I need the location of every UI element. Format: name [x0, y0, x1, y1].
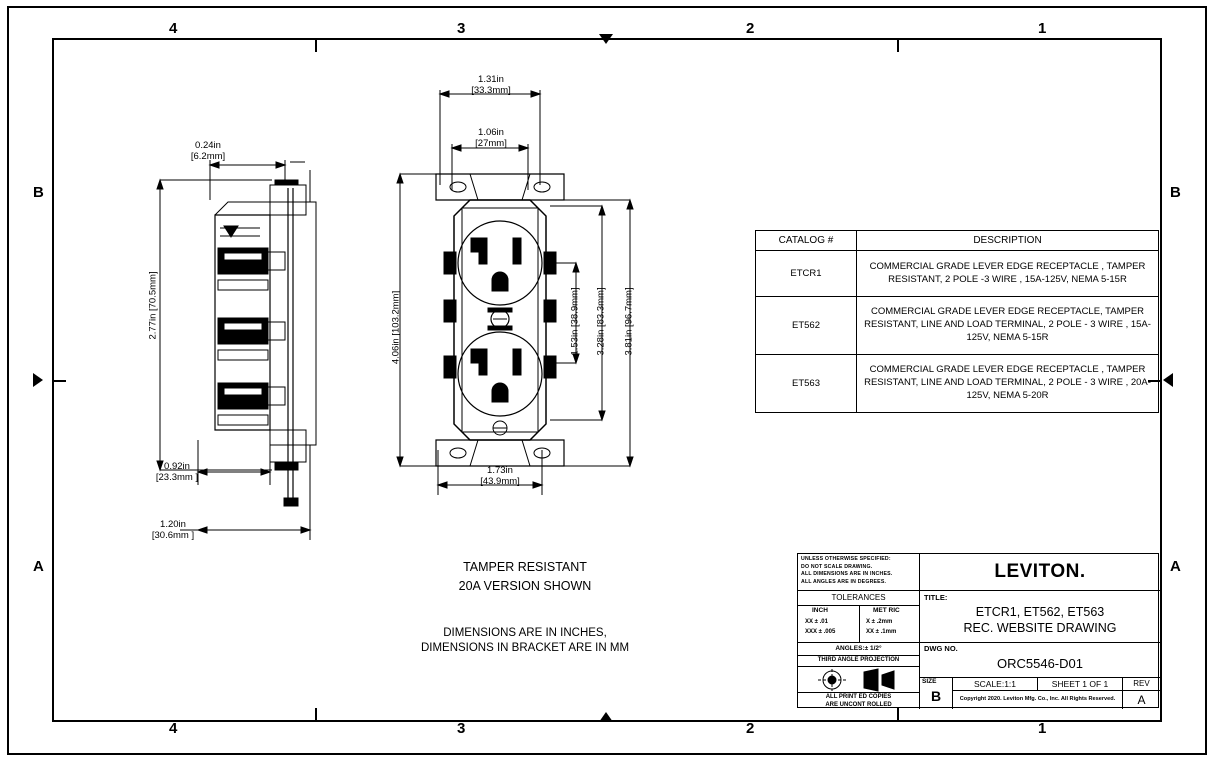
table-row: [756, 297, 1159, 355]
title-label: TITLE:: [924, 593, 948, 602]
note-units-2: DIMENSIONS IN BRACKET ARE IN MM: [420, 642, 630, 654]
tolerance-inch-label: INCH: [812, 607, 828, 614]
tolerances-label: TOLERANCES: [798, 591, 920, 606]
drawing-title: [920, 591, 1160, 643]
dim-front-3-81: 3.81in [96.7mm]: [623, 287, 635, 356]
sheet-size-field: [920, 678, 953, 709]
sheet-field: SHEET 1 OF 1: [1038, 678, 1123, 691]
zone-tick-bottom-1: [315, 708, 317, 722]
dim-front-1-06: 1.06in [27mm]: [475, 127, 507, 149]
catalog-number: ET562: [756, 297, 857, 355]
dim-front-4-06: 4.06in [103.2mm]: [390, 290, 402, 365]
zone-tick-bottom-2: [897, 708, 899, 722]
side-view-dimensions: [120, 140, 380, 560]
dim-side-0-92: 0.92in [23.3mm ]: [155, 461, 199, 483]
scale-field: SCALE:1:1: [953, 678, 1038, 691]
brand-name: LEVITON.: [994, 561, 1086, 582]
dim-front-1-73: 1.73in [43.9mm]: [480, 465, 520, 487]
dim-front-1-53: 1.53in [38.9mm]: [569, 287, 581, 356]
zone-label-right-b: B: [1170, 184, 1181, 201]
zone-label-bottom-3: 3: [457, 720, 466, 737]
catalog-description: COMMERCIAL GRADE LEVER EDGE RECEPTACLE , TAMPER RESISTANT, LINE AND LOAD TERMINAL, 2 POLE - 3 WIRE , 20A-125V, NEMA 5-20R: [857, 355, 1159, 413]
note-units-1: DIMENSIONS ARE IN INCHES,: [443, 627, 607, 639]
zone-tick-top-2: [897, 38, 899, 52]
zone-label-top-4: 4: [169, 20, 178, 37]
angle-tolerance: ANGLES:± 1/2°: [798, 643, 920, 656]
size-value: B: [930, 688, 942, 704]
rev-label: REV: [1123, 678, 1160, 691]
dim-side-2-77: 2.77in [70.5mm]: [147, 271, 159, 340]
table-row: [756, 251, 1159, 297]
drawing-number-field: [920, 643, 1160, 678]
center-mark-right-icon: [1163, 373, 1173, 387]
zone-label-left-a: A: [33, 558, 44, 575]
leviton-logo: [920, 554, 1160, 591]
tolerance-inch-xxx: XXX ± .005: [805, 629, 836, 635]
tolerance-divider: [859, 606, 860, 643]
dim-side-0-24: 0.24in [6.2mm]: [190, 140, 226, 162]
center-mark-bottom-icon: [599, 712, 613, 722]
zone-tick-top-1: [315, 38, 317, 52]
tolerance-box: [798, 606, 920, 643]
dim-side-1-20: 1.20in [30.6mm ]: [151, 519, 195, 541]
table-row: [756, 355, 1159, 413]
size-label: SIZE: [922, 678, 937, 685]
zone-label-right-a: A: [1170, 558, 1181, 575]
projection-label: THIRD ANGLE PROJECTION: [798, 656, 920, 667]
title-block: [797, 553, 1159, 708]
header-description: DESCRIPTION: [857, 231, 1159, 251]
catalog-description: COMMERCIAL GRADE LEVER EDGE RECEPTACLE, TAMPER RESISTANT, LINE AND LOAD TERMINAL, 2 POLE - 3 WIRE , 15A-125V, NEMA 5-15R: [857, 297, 1159, 355]
front-view-dimensions: [380, 60, 700, 510]
zone-label-bottom-4: 4: [169, 720, 178, 737]
note-tamper-resistant: TAMPER RESISTANT: [463, 560, 587, 574]
title-line-2: REC. WEBSITE DRAWING: [963, 621, 1117, 635]
catalog-number: ET563: [756, 355, 857, 413]
center-mark-top-icon: [599, 34, 613, 44]
tolerance-metric-xx: XX ± .1mm: [866, 629, 897, 635]
dim-front-3-28: 3.28in [83.3mm]: [595, 287, 607, 356]
spec-note: UNLESS OTHERWISE SPECIFIED: DO NOT SCALE DRAWING. ALL DIMENSIONS ARE IN INCHES. ALL ANGLES ARE IN DEGREES.: [798, 554, 920, 591]
dwg-label: DWG NO.: [924, 644, 958, 653]
catalog-description: COMMERCIAL GRADE LEVER EDGE RECEPTACLE , TAMPER RESISTANT, 2 POLE -3 WIRE , 15A-125V, NEMA 5-15R: [857, 251, 1159, 297]
zone-label-bottom-2: 2: [746, 720, 755, 737]
header-catalog: CATALOG #: [756, 231, 857, 251]
note-version: 20A VERSION SHOWN: [458, 579, 592, 593]
dim-front-1-31: 1.31in [33.3mm]: [471, 74, 511, 96]
zone-label-left-b: B: [33, 184, 44, 201]
tolerance-inch-xx: XX ± .01: [805, 619, 828, 625]
table-header-row: [756, 231, 1159, 251]
catalog-number: ETCR1: [756, 251, 857, 297]
tolerance-metric-x: X ± .2mm: [866, 619, 893, 625]
third-angle-projection-icon: [798, 667, 920, 693]
zone-label-top-3: 3: [457, 20, 466, 37]
title-line-1: ETCR1, ET562, ET563: [975, 605, 1105, 619]
dwg-number: ORC5546-D01: [997, 656, 1083, 671]
uncontrolled-note: ALL PRINT ED COPIES ARE UNCONT ROLLED: [798, 693, 920, 709]
center-mark-left-icon: [33, 373, 43, 387]
zone-tick-left: [52, 380, 66, 382]
zone-label-bottom-1: 1: [1038, 720, 1047, 737]
zone-label-top-2: 2: [746, 20, 755, 37]
copyright-note: Copyright 2020. Leviton Mfg. Co., Inc. All Rights Reserved.: [953, 691, 1123, 709]
catalog-table: [755, 230, 1159, 413]
tolerance-metric-label: MET RIC: [873, 607, 900, 614]
zone-label-top-1: 1: [1038, 20, 1047, 37]
rev-value: A: [1137, 693, 1146, 707]
